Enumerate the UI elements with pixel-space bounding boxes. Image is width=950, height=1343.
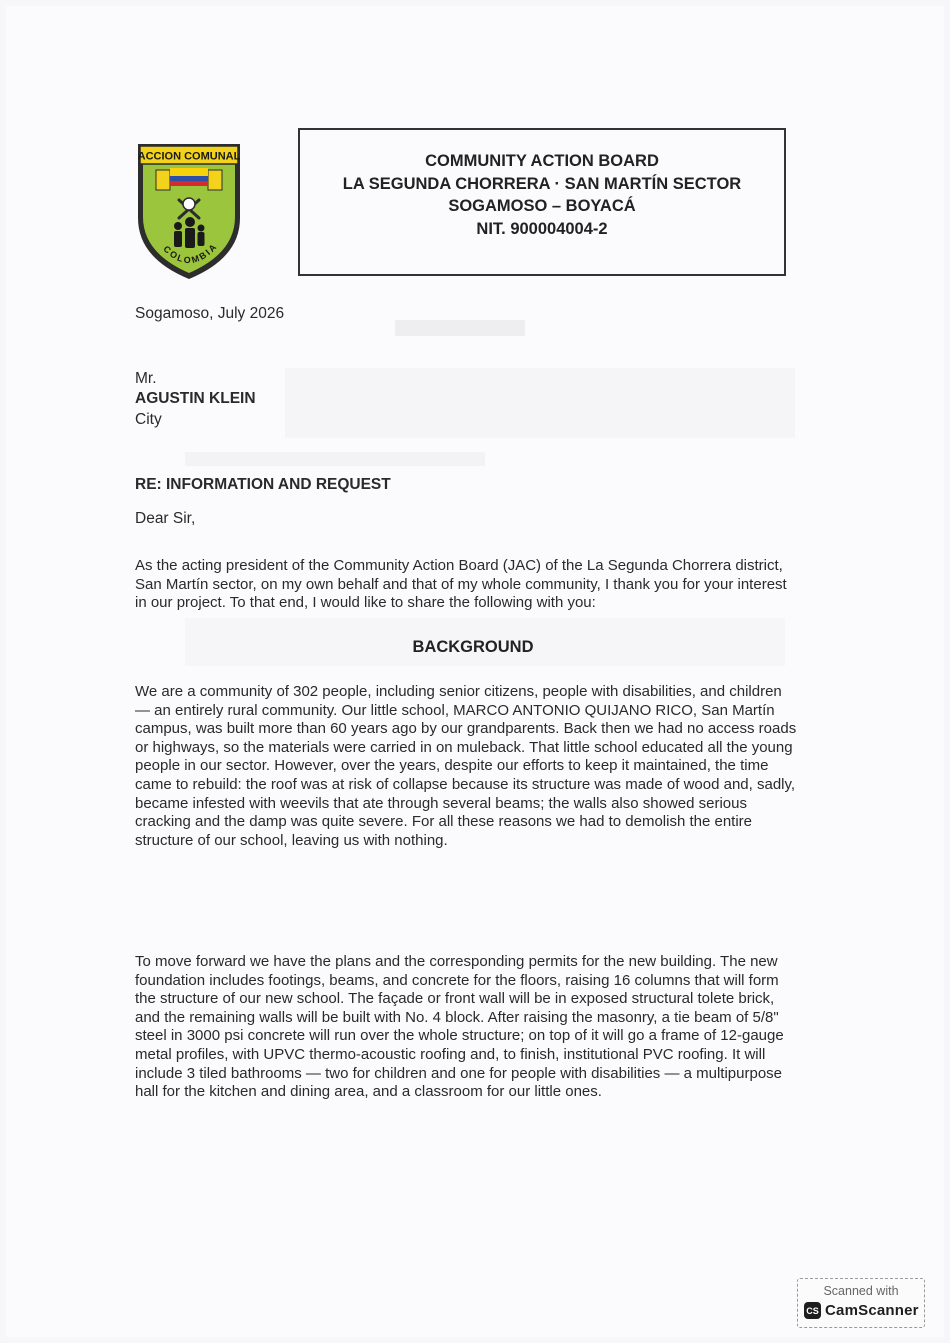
subject-line: RE: INFORMATION AND REQUEST (135, 476, 391, 493)
background-paragraph: We are a community of 302 people, including senior citizens, people with disabilities, and children — an entirely rural community. Our little school, MARCO ANTONIO QUIJANO RICO, San Martín campus, was built more than 60 years ago by our grandparents. Back then we had no access roads or highways, so the materials were carried in on muleback. That little school educated all the young people in our sector. However, over the years, despite our efforts to keep it maintained, the time came to rebuild: the roof was at risk of collapse because its structure was made of wood and, sadly, became infested with weevils that ate through several beams; the walls also showed serious cracking and the damp was quite severe. For all these reasons we had to demolish the entire structure of our school, leaving us with nothing. (135, 683, 797, 849)
logo-banner-text: ACCION COMUNAL (137, 150, 241, 163)
recipient-name: AGUSTIN KLEIN (135, 390, 256, 407)
letterhead-line: SOGAMOSO – BOYACÁ (448, 197, 636, 215)
recipient-title: Mr. (135, 370, 157, 387)
scanner-brand: CamScanner (825, 1302, 919, 1319)
plans-paragraph: To move forward we have the plans and the corresponding permits for the new building. The new foundation includes footings, beams, and concrete for the floors, raising 16 columns that will form the structure of our new school. The façade or front wall will be in exposed structural tolete brick, and the remaining walls will be built with No. 4 block. After raising the masonry, a tie beam of 5/8" steel in 3000 psi concrete will run over the whole structure; on top of it will go a frame of 12-gauge metal profiles, with UPVC thermo-acoustic roofing and, to finish, institutional PVC roofing. It will include 3 tiled bathrooms — two for children and one for people with disabilities — a multipurpose hall for the kitchen and dining area, and a classroom for our little ones. (135, 953, 784, 1101)
letterhead-line: NIT. 900004004-2 (476, 219, 608, 238)
recipient-city: City (135, 411, 162, 428)
background-heading: BACKGROUND (412, 638, 534, 656)
flag-yellow-band (170, 168, 208, 176)
show-through-mark (285, 368, 795, 438)
letterhead-line: COMMUNITY ACTION BOARD (425, 152, 659, 170)
flag-blue-band (170, 176, 208, 181)
date-line: Sogamoso, July 2026 (135, 305, 285, 322)
scanner-caption: Scanned with (823, 1284, 899, 1298)
flag-red-band (170, 181, 208, 186)
camscanner-icon: CS (804, 1302, 821, 1319)
salutation: Dear Sir, (135, 510, 196, 527)
scanner-watermark (797, 1278, 925, 1328)
show-through-mark (185, 452, 485, 466)
shield-emblem-icon (134, 140, 244, 282)
letterhead-line: LA SEGUNDA CHORRERA · SAN MARTÍN SECTOR (342, 174, 742, 193)
letterhead-box (298, 128, 786, 276)
show-through-mark (395, 320, 525, 336)
intro-paragraph: As the acting president of the Community Action Board (JAC) of the La Segunda Chorrera district, San Martín sector, on my own behalf and that of my whole community, I thank you for your interest in our project. To that end, I would like to share the following with you: (135, 557, 787, 612)
community-action-logo (134, 140, 244, 282)
logo-bottom-text: COLOMBIA (161, 240, 220, 266)
